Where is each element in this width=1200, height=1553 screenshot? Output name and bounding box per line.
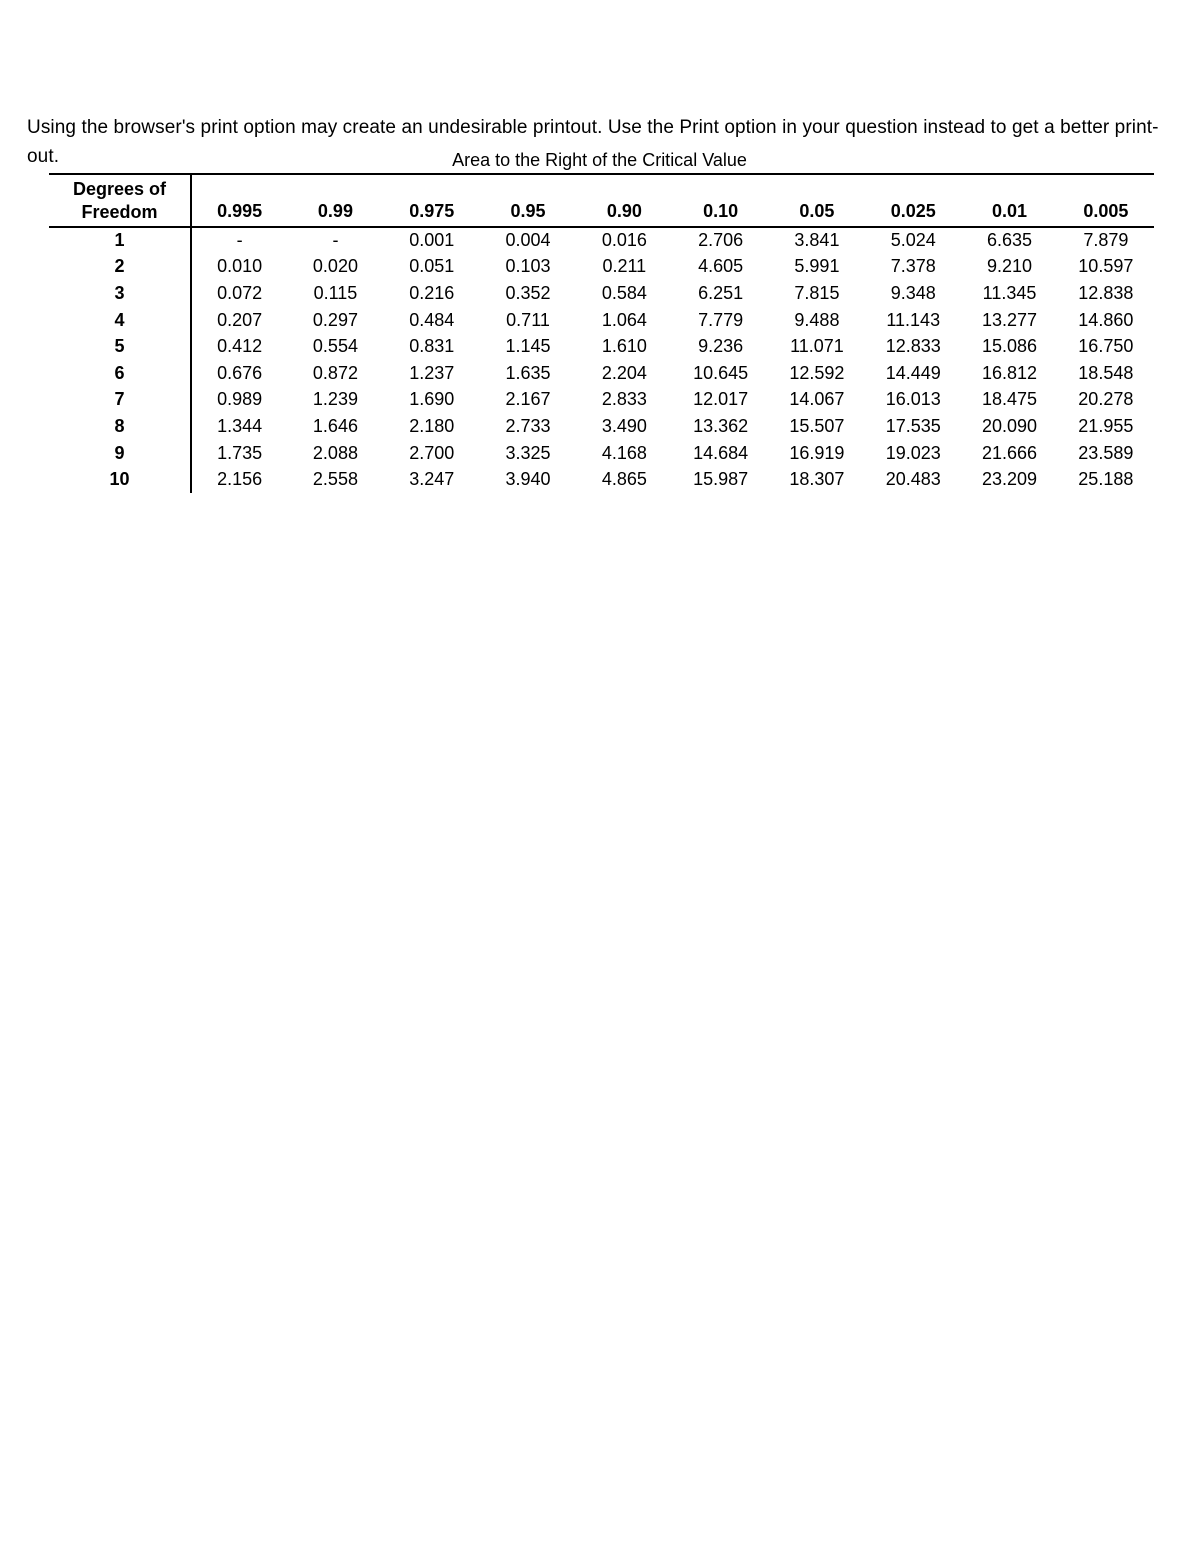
header-row (49, 174, 1154, 227)
df-cell: 1 (49, 227, 191, 254)
value-cell: 11.143 (886, 309, 941, 330)
value-cell: 0.016 (601, 230, 647, 251)
value-cell: 18.475 (981, 389, 1038, 410)
value-cell: 20.090 (981, 415, 1038, 436)
value-cell: 2.088 (312, 442, 358, 463)
value-cell: 0.831 (409, 336, 455, 357)
value-cell: - (236, 230, 243, 251)
value-cell: 3.325 (505, 442, 551, 463)
value-cell: 13.362 (693, 415, 749, 436)
value-cell: 2.167 (505, 389, 551, 410)
value-cell: 0.484 (409, 309, 455, 330)
value-cell: 0.115 (313, 282, 358, 303)
value-cell: 15.086 (981, 336, 1038, 357)
value-cell: 14.449 (885, 362, 941, 383)
table-row (49, 333, 1154, 360)
value-cell: 0.211 (602, 256, 647, 277)
value-cell: 12.833 (885, 336, 941, 357)
column-header: 0.90 (576, 174, 672, 227)
value-cell: 5.024 (890, 230, 936, 251)
value-cell: 18.548 (1078, 362, 1134, 383)
value-cell: 5.991 (794, 256, 840, 277)
value-cell: 6.251 (698, 282, 744, 303)
value-cell: 2.733 (505, 415, 551, 436)
column-header: 0.01 (961, 174, 1057, 227)
table-row (49, 280, 1154, 307)
value-cell: 3.247 (409, 469, 455, 490)
value-cell: 1.610 (601, 336, 647, 357)
table-row (49, 360, 1154, 387)
value-cell: 0.072 (217, 282, 263, 303)
value-cell: 25.188 (1078, 469, 1134, 490)
column-header: 0.95 (480, 174, 576, 227)
value-cell: 14.067 (789, 389, 845, 410)
value-cell: 11.071 (790, 336, 844, 357)
value-cell: 16.919 (789, 442, 845, 463)
value-cell: 3.841 (794, 230, 840, 251)
chi-square-table (49, 173, 1154, 493)
value-cell: 0.584 (601, 282, 647, 303)
value-cell: 0.207 (217, 309, 263, 330)
value-cell: 2.833 (601, 389, 647, 410)
value-cell: 14.860 (1078, 309, 1134, 330)
value-cell: 2.180 (409, 415, 455, 436)
value-cell: 10.645 (693, 362, 749, 383)
df-column-header: Degrees of Freedom (49, 174, 191, 227)
value-cell: 7.815 (794, 282, 840, 303)
value-cell: 0.216 (409, 282, 455, 303)
value-cell: 0.872 (312, 362, 358, 383)
column-header: 0.99 (287, 174, 383, 227)
value-cell: 23.589 (1078, 442, 1134, 463)
value-cell: 9.210 (987, 256, 1033, 277)
column-header: 0.995 (191, 174, 287, 227)
df-cell: 3 (49, 280, 191, 307)
value-cell: 0.297 (312, 309, 358, 330)
value-cell: 20.278 (1078, 389, 1134, 410)
column-header: 0.05 (769, 174, 865, 227)
value-cell: 4.605 (698, 256, 744, 277)
df-cell: 4 (49, 307, 191, 334)
value-cell: 0.554 (312, 336, 358, 357)
value-cell: 9.348 (890, 282, 936, 303)
value-cell: 16.013 (885, 389, 941, 410)
value-cell: 0.352 (505, 282, 551, 303)
df-cell: 5 (49, 333, 191, 360)
print-notice: Using the browser's print option may create an undesirable printout. Use the Print option in your question instead to get a better print-out. (27, 117, 1159, 167)
value-cell: 19.023 (885, 442, 941, 463)
value-cell: 15.507 (789, 415, 845, 436)
column-header: 0.005 (1058, 174, 1154, 227)
value-cell: 2.706 (698, 230, 744, 251)
value-cell: 0.010 (217, 256, 263, 277)
value-cell: 9.488 (794, 309, 840, 330)
value-cell: - (332, 230, 339, 251)
column-header: 0.975 (384, 174, 480, 227)
value-cell: 0.020 (312, 256, 358, 277)
column-header: 0.10 (672, 174, 768, 227)
value-cell: 3.940 (505, 469, 551, 490)
df-cell: 8 (49, 413, 191, 440)
value-cell: 17.535 (885, 415, 941, 436)
value-cell: 0.001 (409, 230, 455, 251)
value-cell: 0.103 (505, 256, 551, 277)
df-cell: 9 (49, 440, 191, 467)
df-cell: 7 (49, 387, 191, 414)
value-cell: 14.684 (693, 442, 749, 463)
value-cell: 1.064 (601, 309, 647, 330)
value-cell: 0.711 (506, 309, 550, 330)
table-row (49, 254, 1154, 281)
value-cell: 2.204 (601, 362, 647, 383)
value-cell: 0.989 (217, 389, 263, 410)
value-cell: 13.277 (981, 309, 1038, 330)
value-cell: 2.700 (409, 442, 455, 463)
value-cell: 12.017 (693, 389, 749, 410)
value-cell: 0.676 (217, 362, 263, 383)
df-cell: 10 (49, 466, 191, 493)
value-cell: 1.344 (217, 415, 263, 436)
value-cell: 23.209 (981, 469, 1038, 490)
value-cell: 7.779 (698, 309, 744, 330)
column-header: 0.025 (865, 174, 961, 227)
value-cell: 0.051 (409, 256, 455, 277)
value-cell: 16.812 (981, 362, 1038, 383)
value-cell: 1.690 (409, 389, 455, 410)
table-row (49, 227, 1154, 254)
value-cell: 9.236 (698, 336, 744, 357)
value-cell: 4.168 (601, 442, 647, 463)
value-cell: 7.378 (890, 256, 936, 277)
value-cell: 4.865 (601, 469, 647, 490)
table-row (49, 387, 1154, 414)
value-cell: 0.412 (217, 336, 263, 357)
table-row (49, 440, 1154, 467)
table-row (49, 413, 1154, 440)
value-cell: 6.635 (987, 230, 1033, 251)
value-cell: 21.666 (981, 442, 1038, 463)
table-row (49, 307, 1154, 334)
value-cell: 12.838 (1078, 282, 1134, 303)
df-cell: 6 (49, 360, 191, 387)
table-row (49, 466, 1154, 493)
value-cell: 2.156 (217, 469, 263, 490)
value-cell: 18.307 (789, 469, 845, 490)
value-cell: 1.237 (409, 362, 455, 383)
value-cell: 1.145 (505, 336, 551, 357)
df-cell: 2 (49, 254, 191, 281)
value-cell: 3.490 (601, 415, 647, 436)
table-caption: Area to the Right of the Critical Value (452, 150, 747, 170)
value-cell: 1.239 (312, 389, 358, 410)
value-cell: 1.635 (505, 362, 551, 383)
table-body (49, 227, 1154, 493)
value-cell: 12.592 (789, 362, 845, 383)
value-cell: 11.345 (982, 282, 1037, 303)
value-cell: 2.558 (312, 469, 358, 490)
value-cell: 16.750 (1078, 336, 1134, 357)
value-cell: 15.987 (693, 469, 749, 490)
value-cell: 1.646 (312, 415, 358, 436)
value-cell: 0.004 (505, 230, 551, 251)
value-cell: 7.879 (1083, 230, 1129, 251)
value-cell: 1.735 (217, 442, 263, 463)
value-cell: 10.597 (1078, 256, 1134, 277)
value-cell: 21.955 (1078, 415, 1134, 436)
value-cell: 20.483 (885, 469, 941, 490)
